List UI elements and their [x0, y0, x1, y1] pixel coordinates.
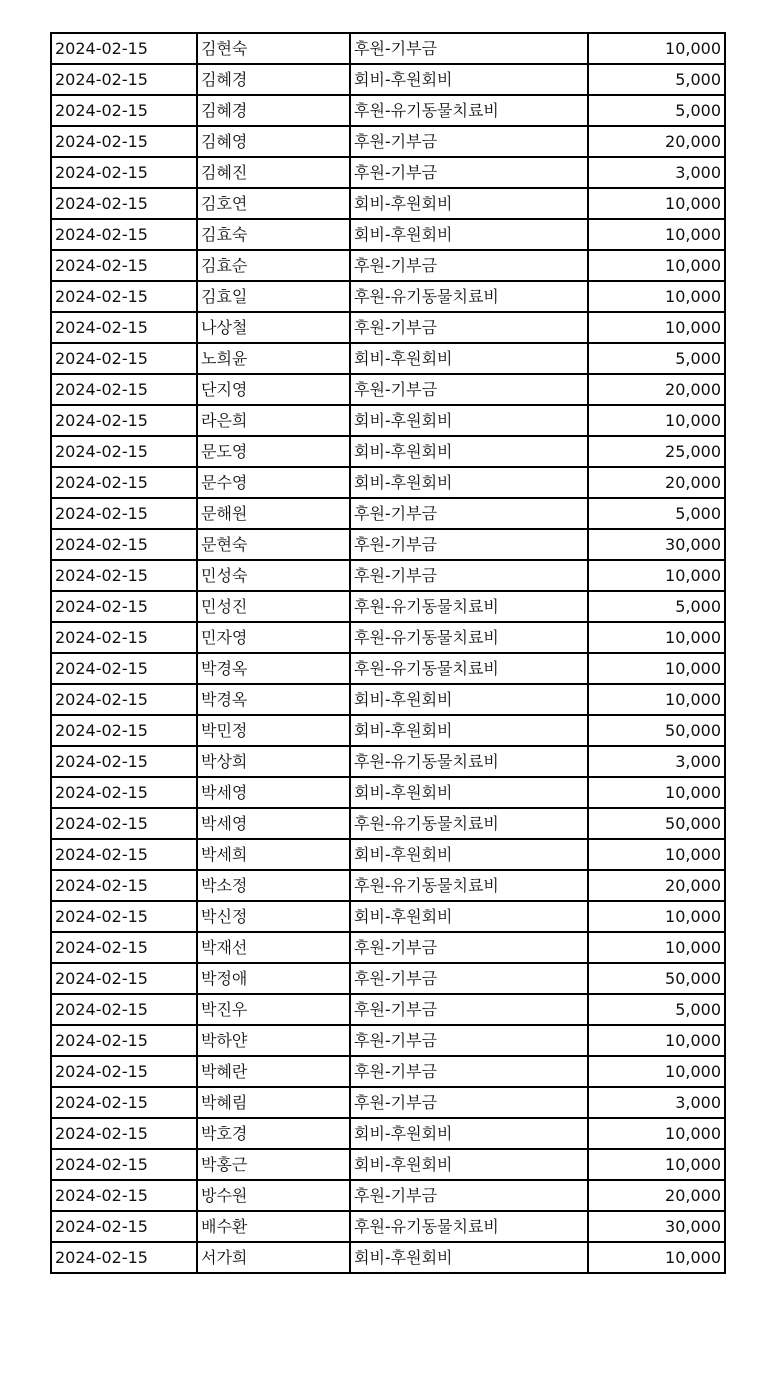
category-cell: 후원-유기동물치료비	[350, 808, 588, 839]
amount-cell: 10,000	[588, 1242, 725, 1273]
amount-cell: 10,000	[588, 684, 725, 715]
amount-cell: 10,000	[588, 622, 725, 653]
amount-cell: 10,000	[588, 281, 725, 312]
amount-cell: 5,000	[588, 994, 725, 1025]
name-cell: 김효숙	[197, 219, 350, 250]
date-cell: 2024-02-15	[51, 715, 197, 746]
amount-cell: 20,000	[588, 1180, 725, 1211]
category-cell: 후원-기부금	[350, 963, 588, 994]
category-cell: 후원-유기동물치료비	[350, 1211, 588, 1242]
amount-cell: 5,000	[588, 64, 725, 95]
category-cell: 회비-후원회비	[350, 64, 588, 95]
category-cell: 후원-유기동물치료비	[350, 653, 588, 684]
category-cell: 후원-기부금	[350, 374, 588, 405]
amount-cell: 10,000	[588, 188, 725, 219]
table-row	[51, 374, 725, 405]
name-cell: 김효일	[197, 281, 350, 312]
name-cell: 박혜림	[197, 1087, 350, 1118]
amount-cell: 5,000	[588, 95, 725, 126]
amount-cell: 20,000	[588, 374, 725, 405]
date-cell: 2024-02-15	[51, 1180, 197, 1211]
date-cell: 2024-02-15	[51, 250, 197, 281]
table-row	[51, 467, 725, 498]
category-cell: 회비-후원회비	[350, 684, 588, 715]
date-cell: 2024-02-15	[51, 777, 197, 808]
date-cell: 2024-02-15	[51, 1087, 197, 1118]
amount-cell: 25,000	[588, 436, 725, 467]
table-row	[51, 157, 725, 188]
category-cell: 회비-후원회비	[350, 1118, 588, 1149]
category-cell: 후원-기부금	[350, 312, 588, 343]
date-cell: 2024-02-15	[51, 436, 197, 467]
date-cell: 2024-02-15	[51, 188, 197, 219]
amount-cell: 10,000	[588, 405, 725, 436]
table-row	[51, 715, 725, 746]
category-cell: 회비-후원회비	[350, 436, 588, 467]
table-row	[51, 343, 725, 374]
table-row	[51, 436, 725, 467]
name-cell: 박민정	[197, 715, 350, 746]
table-row	[51, 777, 725, 808]
date-cell: 2024-02-15	[51, 901, 197, 932]
amount-cell: 20,000	[588, 870, 725, 901]
name-cell: 박홍근	[197, 1149, 350, 1180]
date-cell: 2024-02-15	[51, 219, 197, 250]
table-row	[51, 64, 725, 95]
name-cell: 박하얀	[197, 1025, 350, 1056]
category-cell: 후원-기부금	[350, 932, 588, 963]
category-cell: 후원-유기동물치료비	[350, 281, 588, 312]
table-row	[51, 1149, 725, 1180]
category-cell: 회비-후원회비	[350, 1242, 588, 1273]
date-cell: 2024-02-15	[51, 653, 197, 684]
table-row	[51, 312, 725, 343]
category-cell: 회비-후원회비	[350, 405, 588, 436]
category-cell: 후원-기부금	[350, 1180, 588, 1211]
name-cell: 문도영	[197, 436, 350, 467]
table-row	[51, 188, 725, 219]
date-cell: 2024-02-15	[51, 1211, 197, 1242]
name-cell: 방수원	[197, 1180, 350, 1211]
amount-cell: 10,000	[588, 839, 725, 870]
category-cell: 후원-기부금	[350, 498, 588, 529]
name-cell: 박정애	[197, 963, 350, 994]
table-row	[51, 839, 725, 870]
date-cell: 2024-02-15	[51, 529, 197, 560]
amount-cell: 3,000	[588, 157, 725, 188]
category-cell: 후원-유기동물치료비	[350, 746, 588, 777]
category-cell: 회비-후원회비	[350, 219, 588, 250]
table-row	[51, 591, 725, 622]
date-cell: 2024-02-15	[51, 622, 197, 653]
name-cell: 박재선	[197, 932, 350, 963]
amount-cell: 5,000	[588, 343, 725, 374]
amount-cell: 10,000	[588, 250, 725, 281]
date-cell: 2024-02-15	[51, 312, 197, 343]
category-cell: 회비-후원회비	[350, 777, 588, 808]
date-cell: 2024-02-15	[51, 405, 197, 436]
table-row	[51, 746, 725, 777]
category-cell: 회비-후원회비	[350, 839, 588, 870]
amount-cell: 3,000	[588, 1087, 725, 1118]
name-cell: 박호경	[197, 1118, 350, 1149]
date-cell: 2024-02-15	[51, 1149, 197, 1180]
name-cell: 김혜영	[197, 126, 350, 157]
date-cell: 2024-02-15	[51, 839, 197, 870]
amount-cell: 20,000	[588, 467, 725, 498]
table-row	[51, 808, 725, 839]
amount-cell: 3,000	[588, 746, 725, 777]
date-cell: 2024-02-15	[51, 591, 197, 622]
table-row	[51, 901, 725, 932]
amount-cell: 10,000	[588, 219, 725, 250]
name-cell: 문해원	[197, 498, 350, 529]
table-row	[51, 33, 725, 64]
table-row	[51, 1087, 725, 1118]
name-cell: 박세희	[197, 839, 350, 870]
category-cell: 회비-후원회비	[350, 715, 588, 746]
donation-table	[50, 32, 726, 1274]
table-row	[51, 994, 725, 1025]
name-cell: 김호연	[197, 188, 350, 219]
table-row	[51, 95, 725, 126]
table-row	[51, 560, 725, 591]
table-row	[51, 622, 725, 653]
amount-cell: 50,000	[588, 808, 725, 839]
date-cell: 2024-02-15	[51, 1056, 197, 1087]
table-row	[51, 126, 725, 157]
name-cell: 김현숙	[197, 33, 350, 64]
date-cell: 2024-02-15	[51, 1242, 197, 1273]
date-cell: 2024-02-15	[51, 870, 197, 901]
name-cell: 박경옥	[197, 684, 350, 715]
amount-cell: 10,000	[588, 1149, 725, 1180]
name-cell: 문현숙	[197, 529, 350, 560]
table-row	[51, 1056, 725, 1087]
category-cell: 후원-기부금	[350, 250, 588, 281]
amount-cell: 10,000	[588, 1025, 725, 1056]
name-cell: 나상철	[197, 312, 350, 343]
category-cell: 후원-기부금	[350, 1087, 588, 1118]
date-cell: 2024-02-15	[51, 281, 197, 312]
date-cell: 2024-02-15	[51, 33, 197, 64]
name-cell: 박경옥	[197, 653, 350, 684]
name-cell: 민성숙	[197, 560, 350, 591]
name-cell: 박진우	[197, 994, 350, 1025]
name-cell: 단지영	[197, 374, 350, 405]
table-row	[51, 684, 725, 715]
date-cell: 2024-02-15	[51, 746, 197, 777]
name-cell: 김효순	[197, 250, 350, 281]
amount-cell: 10,000	[588, 312, 725, 343]
amount-cell: 10,000	[588, 932, 725, 963]
name-cell: 김혜진	[197, 157, 350, 188]
name-cell: 배수환	[197, 1211, 350, 1242]
table-row	[51, 250, 725, 281]
date-cell: 2024-02-15	[51, 560, 197, 591]
table-row	[51, 1118, 725, 1149]
name-cell: 박소정	[197, 870, 350, 901]
amount-cell: 20,000	[588, 126, 725, 157]
table-row	[51, 963, 725, 994]
category-cell: 회비-후원회비	[350, 901, 588, 932]
name-cell: 박신정	[197, 901, 350, 932]
category-cell: 후원-기부금	[350, 126, 588, 157]
name-cell: 박세영	[197, 808, 350, 839]
table-row	[51, 1242, 725, 1273]
date-cell: 2024-02-15	[51, 126, 197, 157]
table-row	[51, 1211, 725, 1242]
amount-cell: 10,000	[588, 33, 725, 64]
amount-cell: 10,000	[588, 1118, 725, 1149]
amount-cell: 5,000	[588, 498, 725, 529]
category-cell: 후원-기부금	[350, 1056, 588, 1087]
table-row	[51, 219, 725, 250]
date-cell: 2024-02-15	[51, 994, 197, 1025]
category-cell: 후원-유기동물치료비	[350, 591, 588, 622]
name-cell: 라은희	[197, 405, 350, 436]
name-cell: 박상희	[197, 746, 350, 777]
date-cell: 2024-02-15	[51, 498, 197, 529]
amount-cell: 10,000	[588, 777, 725, 808]
table-row	[51, 281, 725, 312]
category-cell: 후원-기부금	[350, 1025, 588, 1056]
category-cell: 후원-유기동물치료비	[350, 870, 588, 901]
table-row	[51, 653, 725, 684]
table-row	[51, 1025, 725, 1056]
category-cell: 후원-기부금	[350, 33, 588, 64]
amount-cell: 10,000	[588, 1056, 725, 1087]
date-cell: 2024-02-15	[51, 95, 197, 126]
name-cell: 박세영	[197, 777, 350, 808]
amount-cell: 10,000	[588, 653, 725, 684]
name-cell: 문수영	[197, 467, 350, 498]
date-cell: 2024-02-15	[51, 1118, 197, 1149]
date-cell: 2024-02-15	[51, 343, 197, 374]
date-cell: 2024-02-15	[51, 64, 197, 95]
category-cell: 후원-기부금	[350, 157, 588, 188]
table-row	[51, 870, 725, 901]
category-cell: 후원-기부금	[350, 529, 588, 560]
date-cell: 2024-02-15	[51, 1025, 197, 1056]
name-cell: 김혜경	[197, 95, 350, 126]
amount-cell: 30,000	[588, 1211, 725, 1242]
amount-cell: 50,000	[588, 963, 725, 994]
category-cell: 회비-후원회비	[350, 467, 588, 498]
amount-cell: 10,000	[588, 901, 725, 932]
name-cell: 노희윤	[197, 343, 350, 374]
table-row	[51, 405, 725, 436]
donation-table-body	[51, 33, 725, 1273]
category-cell: 후원-유기동물치료비	[350, 95, 588, 126]
date-cell: 2024-02-15	[51, 467, 197, 498]
amount-cell: 5,000	[588, 591, 725, 622]
category-cell: 회비-후원회비	[350, 1149, 588, 1180]
date-cell: 2024-02-15	[51, 963, 197, 994]
category-cell: 후원-유기동물치료비	[350, 622, 588, 653]
date-cell: 2024-02-15	[51, 932, 197, 963]
category-cell: 회비-후원회비	[350, 188, 588, 219]
date-cell: 2024-02-15	[51, 157, 197, 188]
category-cell: 후원-기부금	[350, 560, 588, 591]
category-cell: 회비-후원회비	[350, 343, 588, 374]
date-cell: 2024-02-15	[51, 684, 197, 715]
name-cell: 민성진	[197, 591, 350, 622]
name-cell: 박혜란	[197, 1056, 350, 1087]
name-cell: 김혜경	[197, 64, 350, 95]
date-cell: 2024-02-15	[51, 374, 197, 405]
table-row	[51, 1180, 725, 1211]
name-cell: 민자영	[197, 622, 350, 653]
table-row	[51, 932, 725, 963]
amount-cell: 10,000	[588, 560, 725, 591]
amount-cell: 30,000	[588, 529, 725, 560]
table-row	[51, 498, 725, 529]
amount-cell: 50,000	[588, 715, 725, 746]
date-cell: 2024-02-15	[51, 808, 197, 839]
table-row	[51, 529, 725, 560]
category-cell: 후원-기부금	[350, 994, 588, 1025]
name-cell: 서가희	[197, 1242, 350, 1273]
